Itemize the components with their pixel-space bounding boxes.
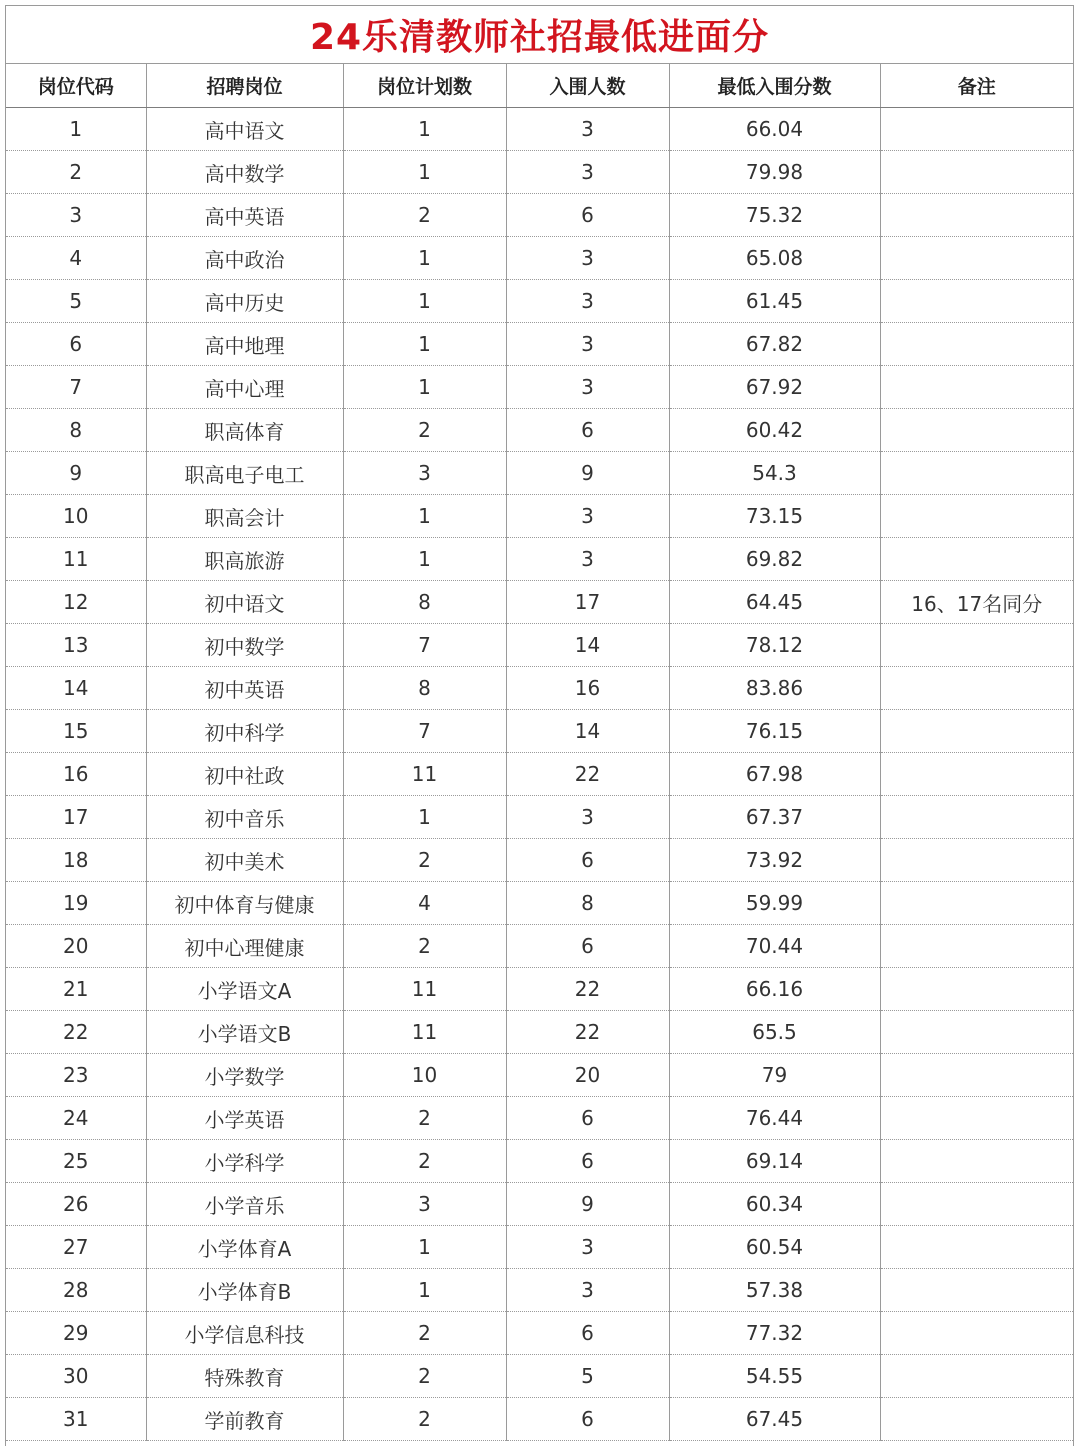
cell-min-score: 60.34 [669,1183,880,1226]
cell-min-score: 73.15 [669,495,880,538]
cell-shortlisted-count: 3 [506,538,669,581]
cell-position-code: 19 [6,882,146,925]
cell-planned-count: 2 [343,1312,506,1355]
table-row [6,796,1073,839]
cell-position-code: 4 [6,237,146,280]
cell-shortlisted-count: 3 [506,108,669,151]
cell-position-code: 2 [6,151,146,194]
cell-remark [880,1097,1073,1140]
cell-position-name: 高中数学 [146,151,343,194]
cell-shortlisted-count: 17 [506,581,669,624]
cell-planned-count: 11 [343,1011,506,1054]
header-position-name: 招聘岗位 [146,64,343,108]
cell-min-score: 57.38 [669,1269,880,1312]
cell-min-score: 66.04 [669,108,880,151]
cell-shortlisted-count: 6 [506,1398,669,1441]
cell-position-name: 初中体育与健康 [146,882,343,925]
cell-position-name: 小学科学 [146,1140,343,1183]
table-row [6,1140,1073,1183]
cell-min-score: 78.12 [669,624,880,667]
cell-remark [880,194,1073,237]
cell-position-name: 高中英语 [146,194,343,237]
cell-remark [880,710,1073,753]
cell-position-name: 学前教育 [146,1398,343,1441]
cell-position-code: 26 [6,1183,146,1226]
cell-position-name: 职高会计 [146,495,343,538]
cell-remark [880,1054,1073,1097]
cell-position-name: 小学信息科技 [146,1312,343,1355]
page-title: 24乐清教师社招最低进面分 [309,17,770,58]
cell-shortlisted-count: 3 [506,151,669,194]
cell-shortlisted-count: 20 [506,1054,669,1097]
cell-position-name: 高中心理 [146,366,343,409]
table-row [6,323,1073,366]
cell-min-score: 77.32 [669,1312,880,1355]
cell-min-score: 83.86 [669,667,880,710]
table-row [6,1226,1073,1269]
table-row [6,194,1073,237]
cell-planned-count: 1 [343,538,506,581]
cell-remark [880,1398,1073,1441]
cell-remark [880,1312,1073,1355]
cell-min-score: 76.15 [669,710,880,753]
cell-position-code: 30 [6,1355,146,1398]
cell-remark [880,796,1073,839]
table-row [6,409,1073,452]
cell-shortlisted-count: 22 [506,753,669,796]
cell-shortlisted-count: 14 [506,624,669,667]
cell-position-name: 高中历史 [146,280,343,323]
cell-min-score: 70.44 [669,925,880,968]
cell-position-name: 小学音乐 [146,1183,343,1226]
cell-position-code: 8 [6,409,146,452]
cell-position-code: 10 [6,495,146,538]
table-row [6,667,1073,710]
cell-planned-count: 2 [343,1140,506,1183]
cell-shortlisted-count: 3 [506,1269,669,1312]
table-row [6,1054,1073,1097]
cell-remark [880,839,1073,882]
cell-remark [880,323,1073,366]
cell-planned-count: 3 [343,452,506,495]
cell-planned-count: 2 [343,1097,506,1140]
cell-shortlisted-count: 16 [506,667,669,710]
cell-remark [880,1183,1073,1226]
cell-position-name: 职高电子电工 [146,452,343,495]
cell-shortlisted-count: 3 [506,1226,669,1269]
cell-position-code: 1 [6,108,146,151]
cell-remark [880,409,1073,452]
cell-planned-count: 11 [343,968,506,1011]
cell-planned-count: 1 [343,237,506,280]
cell-min-score: 60.54 [669,1226,880,1269]
cell-position-name: 初中数学 [146,624,343,667]
cell-remark [880,925,1073,968]
cell-min-score: 66.16 [669,968,880,1011]
cell-planned-count: 7 [343,624,506,667]
cell-position-name: 初中音乐 [146,796,343,839]
cell-position-name: 小学语文A [146,968,343,1011]
cell-position-code: 14 [6,667,146,710]
cell-shortlisted-count: 14 [506,710,669,753]
cell-remark [880,667,1073,710]
cell-min-score: 79.98 [669,151,880,194]
cell-planned-count: 4 [343,882,506,925]
table-body [6,108,1073,1441]
cell-position-name: 特殊教育 [146,1355,343,1398]
table-row [6,624,1073,667]
cell-position-code: 24 [6,1097,146,1140]
cell-shortlisted-count: 3 [506,366,669,409]
table-row [6,839,1073,882]
cell-remark [880,753,1073,796]
header-remark: 备注 [880,64,1073,108]
cell-min-score: 60.42 [669,409,880,452]
table-row [6,968,1073,1011]
cell-position-code: 5 [6,280,146,323]
cell-remark [880,968,1073,1011]
cell-remark [880,538,1073,581]
cell-position-name: 职高体育 [146,409,343,452]
table-row [6,366,1073,409]
cell-remark [880,237,1073,280]
cell-shortlisted-count: 6 [506,1312,669,1355]
cell-planned-count: 1 [343,495,506,538]
cell-shortlisted-count: 3 [506,323,669,366]
cell-min-score: 59.99 [669,882,880,925]
table-row [6,1097,1073,1140]
cell-shortlisted-count: 3 [506,796,669,839]
cell-position-code: 11 [6,538,146,581]
cell-remark [880,151,1073,194]
cell-remark [880,1355,1073,1398]
cell-position-code: 20 [6,925,146,968]
cell-position-code: 15 [6,710,146,753]
cell-min-score: 73.92 [669,839,880,882]
cell-position-code: 29 [6,1312,146,1355]
cell-min-score: 54.3 [669,452,880,495]
cell-min-score: 67.82 [669,323,880,366]
cell-planned-count: 11 [343,753,506,796]
cell-min-score: 61.45 [669,280,880,323]
score-table [6,64,1073,1441]
cell-position-name: 高中地理 [146,323,343,366]
cell-planned-count: 2 [343,925,506,968]
cell-position-name: 初中美术 [146,839,343,882]
cell-planned-count: 2 [343,1355,506,1398]
cell-position-code: 23 [6,1054,146,1097]
cell-planned-count: 1 [343,366,506,409]
cell-planned-count: 1 [343,108,506,151]
cell-min-score: 65.5 [669,1011,880,1054]
cell-min-score: 64.45 [669,581,880,624]
cell-planned-count: 2 [343,194,506,237]
header-position-code: 岗位代码 [6,64,146,108]
cell-position-code: 31 [6,1398,146,1441]
cell-planned-count: 1 [343,1269,506,1312]
cell-remark [880,1226,1073,1269]
cell-position-code: 17 [6,796,146,839]
cell-shortlisted-count: 6 [506,194,669,237]
cell-planned-count: 1 [343,323,506,366]
cell-position-name: 高中语文 [146,108,343,151]
cell-position-name: 初中社政 [146,753,343,796]
cell-remark [880,1140,1073,1183]
cell-position-name: 小学语文B [146,1011,343,1054]
cell-position-code: 28 [6,1269,146,1312]
cell-remark [880,1269,1073,1312]
cell-min-score: 69.82 [669,538,880,581]
cell-position-code: 9 [6,452,146,495]
cell-position-code: 21 [6,968,146,1011]
cell-remark [880,280,1073,323]
cell-shortlisted-count: 9 [506,1183,669,1226]
table-row [6,882,1073,925]
cell-shortlisted-count: 22 [506,1011,669,1054]
cell-shortlisted-count: 6 [506,925,669,968]
cell-position-name: 初中语文 [146,581,343,624]
cell-remark [880,366,1073,409]
cell-planned-count: 1 [343,280,506,323]
cell-position-code: 12 [6,581,146,624]
table-row [6,1355,1073,1398]
cell-min-score: 79 [669,1054,880,1097]
header-min-score: 最低入围分数 [669,64,880,108]
cell-planned-count: 2 [343,409,506,452]
cell-position-name: 职高旅游 [146,538,343,581]
cell-position-name: 小学数学 [146,1054,343,1097]
cell-planned-count: 2 [343,1398,506,1441]
cell-shortlisted-count: 3 [506,237,669,280]
cell-min-score: 67.92 [669,366,880,409]
cell-remark [880,495,1073,538]
cell-min-score: 67.98 [669,753,880,796]
cell-min-score: 76.44 [669,1097,880,1140]
header-planned-count: 岗位计划数 [343,64,506,108]
cell-min-score: 69.14 [669,1140,880,1183]
cell-min-score: 67.45 [669,1398,880,1441]
cell-shortlisted-count: 5 [506,1355,669,1398]
table-row [6,1011,1073,1054]
cell-shortlisted-count: 6 [506,409,669,452]
cell-position-code: 7 [6,366,146,409]
cell-position-name: 高中政治 [146,237,343,280]
cell-remark [880,882,1073,925]
cell-shortlisted-count: 6 [506,1097,669,1140]
cell-position-code: 25 [6,1140,146,1183]
score-sheet [5,5,1074,1446]
cell-position-name: 小学体育A [146,1226,343,1269]
cell-position-name: 小学英语 [146,1097,343,1140]
cell-position-name: 小学体育B [146,1269,343,1312]
table-row [6,538,1073,581]
cell-position-name: 初中心理健康 [146,925,343,968]
cell-remark: 16、17名同分 [880,581,1073,624]
table-row [6,452,1073,495]
table-row [6,151,1073,194]
table-row [6,581,1073,624]
cell-min-score: 75.32 [669,194,880,237]
table-row [6,495,1073,538]
table-row [6,925,1073,968]
cell-position-code: 6 [6,323,146,366]
cell-shortlisted-count: 22 [506,968,669,1011]
cell-position-code: 16 [6,753,146,796]
cell-remark [880,108,1073,151]
cell-planned-count: 10 [343,1054,506,1097]
cell-min-score: 54.55 [669,1355,880,1398]
cell-min-score: 67.37 [669,796,880,839]
cell-shortlisted-count: 9 [506,452,669,495]
cell-shortlisted-count: 3 [506,495,669,538]
table-row [6,753,1073,796]
table-row [6,1183,1073,1226]
cell-planned-count: 3 [343,1183,506,1226]
cell-planned-count: 1 [343,796,506,839]
cell-position-name: 初中科学 [146,710,343,753]
cell-min-score: 65.08 [669,237,880,280]
table-row [6,108,1073,151]
table-row [6,280,1073,323]
cell-position-code: 13 [6,624,146,667]
cell-shortlisted-count: 6 [506,1140,669,1183]
cell-remark [880,1011,1073,1054]
header-shortlisted-count: 入围人数 [506,64,669,108]
cell-shortlisted-count: 6 [506,839,669,882]
cell-shortlisted-count: 3 [506,280,669,323]
table-row [6,1398,1073,1441]
cell-planned-count: 1 [343,1226,506,1269]
cell-remark [880,452,1073,495]
cell-planned-count: 8 [343,667,506,710]
cell-position-code: 27 [6,1226,146,1269]
cell-planned-count: 1 [343,151,506,194]
cell-planned-count: 2 [343,839,506,882]
header-row [6,64,1073,108]
cell-planned-count: 7 [343,710,506,753]
table-row [6,1312,1073,1355]
cell-remark [880,624,1073,667]
cell-position-code: 22 [6,1011,146,1054]
table-row [6,710,1073,753]
cell-shortlisted-count: 8 [506,882,669,925]
table-row [6,1269,1073,1312]
title-bar [6,6,1073,64]
cell-position-code: 3 [6,194,146,237]
cell-planned-count: 8 [343,581,506,624]
table-row [6,237,1073,280]
cell-position-name: 初中英语 [146,667,343,710]
cell-position-code: 18 [6,839,146,882]
